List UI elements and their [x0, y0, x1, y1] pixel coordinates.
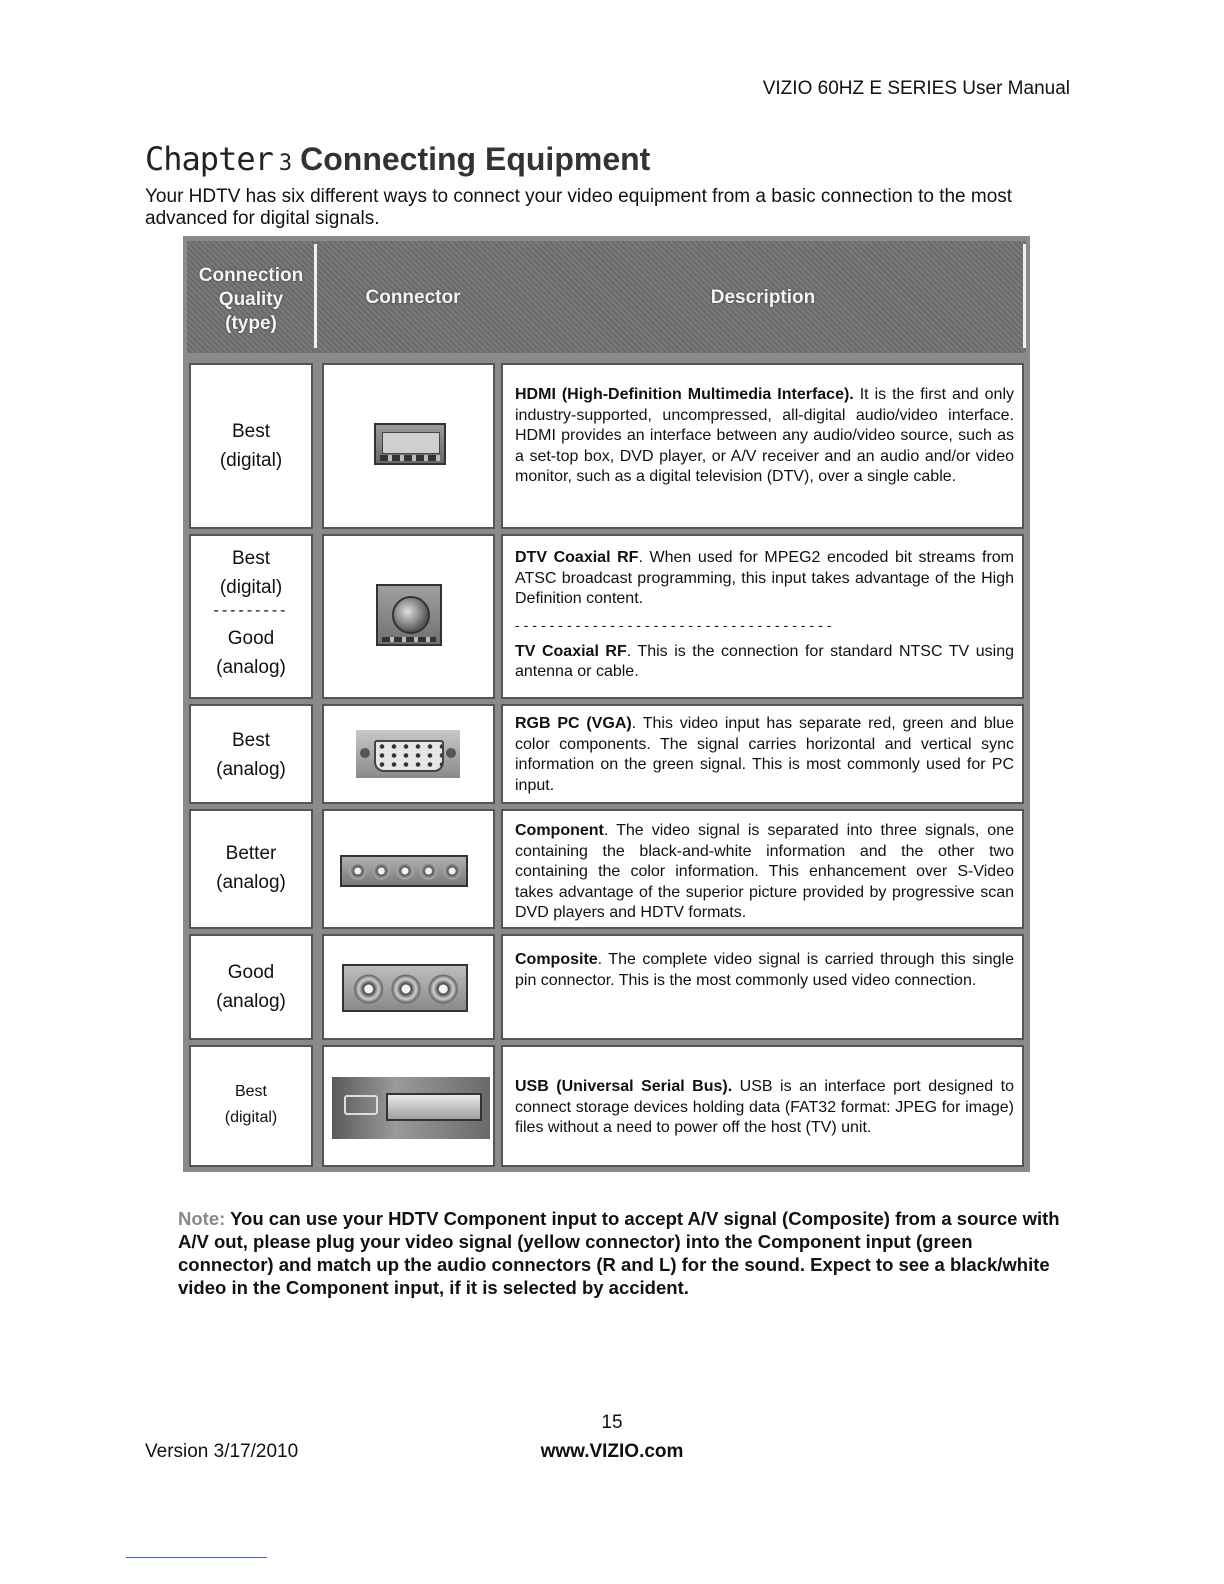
chapter-heading: Connecting Equipment	[300, 141, 651, 177]
quality-type-alt: (analog)	[216, 657, 286, 678]
desc-title: Composite	[515, 951, 598, 968]
quality-label: Best	[231, 730, 271, 751]
coaxial-rf-port-icon	[376, 584, 442, 646]
composite-ports-icon	[342, 964, 468, 1012]
desc-title-alt: TV Coaxial RF	[515, 642, 627, 660]
desc-text-alt: . This is the connection for standard NTSC TV using antenna or cable.	[515, 642, 1014, 680]
description-cell	[501, 704, 1024, 804]
description-cell	[501, 1045, 1024, 1167]
footnote-rule	[126, 1557, 267, 1558]
chapter-title	[145, 140, 650, 178]
note-paragraph	[178, 1207, 1072, 1299]
quality-label: Better	[225, 843, 277, 864]
quality-cell	[189, 363, 313, 529]
table-row-composite	[189, 934, 1024, 1040]
desc-title: HDMI (High-Definition Multimedia Interface).	[515, 386, 854, 403]
table-row-coaxial	[189, 534, 1024, 699]
desc-text: . The complete video signal is carried through this single pin connector. This is the most commonly used video connection.	[515, 951, 1014, 989]
connector-cell	[322, 363, 495, 529]
vga-port-icon	[356, 730, 460, 778]
page-number: 15	[601, 1412, 623, 1433]
desc-text: . When used for MPEG2 encoded bit streams from ATSC broadcast programming, this input takes advantage of the High Definition content.	[515, 549, 1014, 607]
quality-label: Best	[231, 548, 271, 569]
desc-text: . This video input has separate red, green and blue color components. The signal carries horizontal and vertical sync information on the green signal. This is most commonly used for PC input.	[515, 715, 1015, 794]
running-header: VIZIO 60HZ E SERIES User Manual	[762, 78, 1070, 99]
header-quality-line3: (type)	[225, 313, 277, 334]
quality-label-alt: Good	[227, 628, 275, 649]
description-cell	[501, 363, 1024, 529]
desc-text: . The video signal is separated into three signals, one containing the black-and-white information and the other two containing the color information. This enhancement over S-Video takes advantage of the superior picture provided by progressive scan DVD players and HDTV formats.	[515, 822, 1014, 921]
header-edge	[1023, 244, 1026, 348]
quality-type: (digital)	[219, 450, 283, 471]
quality-label: Best	[234, 1083, 267, 1100]
connector-cell	[322, 534, 495, 699]
quality-type: (analog)	[216, 872, 286, 893]
header-connector: Connector	[365, 287, 461, 308]
quality-separator: ---------	[213, 602, 289, 619]
header-quality-line1: Connection	[198, 265, 304, 286]
quality-cell	[189, 809, 313, 929]
description-cell	[501, 809, 1024, 929]
desc-separator: -------------------------------------	[515, 616, 836, 633]
version-label: Version 3/17/2010	[145, 1441, 299, 1462]
note-label: Note:	[178, 1208, 226, 1229]
table-row-vga	[189, 704, 1024, 804]
quality-cell	[189, 1045, 313, 1167]
desc-title: USB (Universal Serial Bus).	[515, 1078, 733, 1095]
table-row-hdmi	[189, 363, 1024, 529]
quality-label: Best	[231, 421, 271, 442]
table-row-usb	[189, 1045, 1024, 1167]
desc-text: It is the first and only industry-supported, uncompressed, all-digital audio/video interface. HDMI provides an interface between any audio/video source, such as a set-top box, DVD player, or A/V receiver and an audio and/or video monitor, such as a digital television (DTV), over a single cable.	[515, 386, 1015, 485]
quality-type: (analog)	[216, 759, 286, 780]
quality-cell	[189, 704, 313, 804]
chapter-word: Chapter	[145, 140, 273, 178]
header-quality-line2: Quality	[218, 289, 284, 310]
table-row-component	[189, 809, 1024, 929]
header-description: Description	[710, 287, 816, 308]
description-cell	[501, 534, 1024, 699]
connector-cell	[322, 1045, 495, 1167]
connector-cell	[322, 704, 495, 804]
quality-type: (digital)	[224, 1109, 278, 1126]
quality-cell	[189, 534, 313, 699]
header-quality	[187, 264, 315, 336]
usb-port-icon	[332, 1077, 490, 1139]
chapter-number: 3	[278, 151, 293, 176]
connector-cell	[322, 809, 495, 929]
connector-cell	[322, 934, 495, 1040]
quality-label: Good	[227, 962, 275, 983]
quality-cell	[189, 934, 313, 1040]
desc-title: Component	[515, 822, 604, 839]
intro-paragraph: Your HDTV has six different ways to connect your video equipment from a basic connection to the most advanced for digital signals.	[145, 186, 1013, 229]
website-link[interactable]: www.VIZIO.com	[540, 1441, 684, 1462]
hdmi-port-icon	[374, 423, 446, 465]
desc-title: RGB PC (VGA)	[515, 715, 632, 732]
desc-text: USB is an interface port designed to connect storage devices holding data (FAT32 format: JPEG for image) files without a need to power off the host (TV) unit.	[515, 1078, 1014, 1136]
desc-title: DTV Coaxial RF	[515, 549, 639, 566]
note-text: You can use your HDTV Component input to accept A/V signal (Composite) from a source with A/V out, please plug your video signal (yellow connector) into the Component input (green connector) and match up the audio connectors (R and L) for the sound. Expect to see a black/white video in the Component input, if it is selected by accident.	[178, 1208, 1060, 1298]
description-cell	[501, 934, 1024, 1040]
connection-table	[183, 236, 1030, 1172]
quality-type: (analog)	[216, 991, 286, 1012]
quality-type: (digital)	[219, 577, 283, 598]
component-ports-icon	[340, 855, 468, 887]
